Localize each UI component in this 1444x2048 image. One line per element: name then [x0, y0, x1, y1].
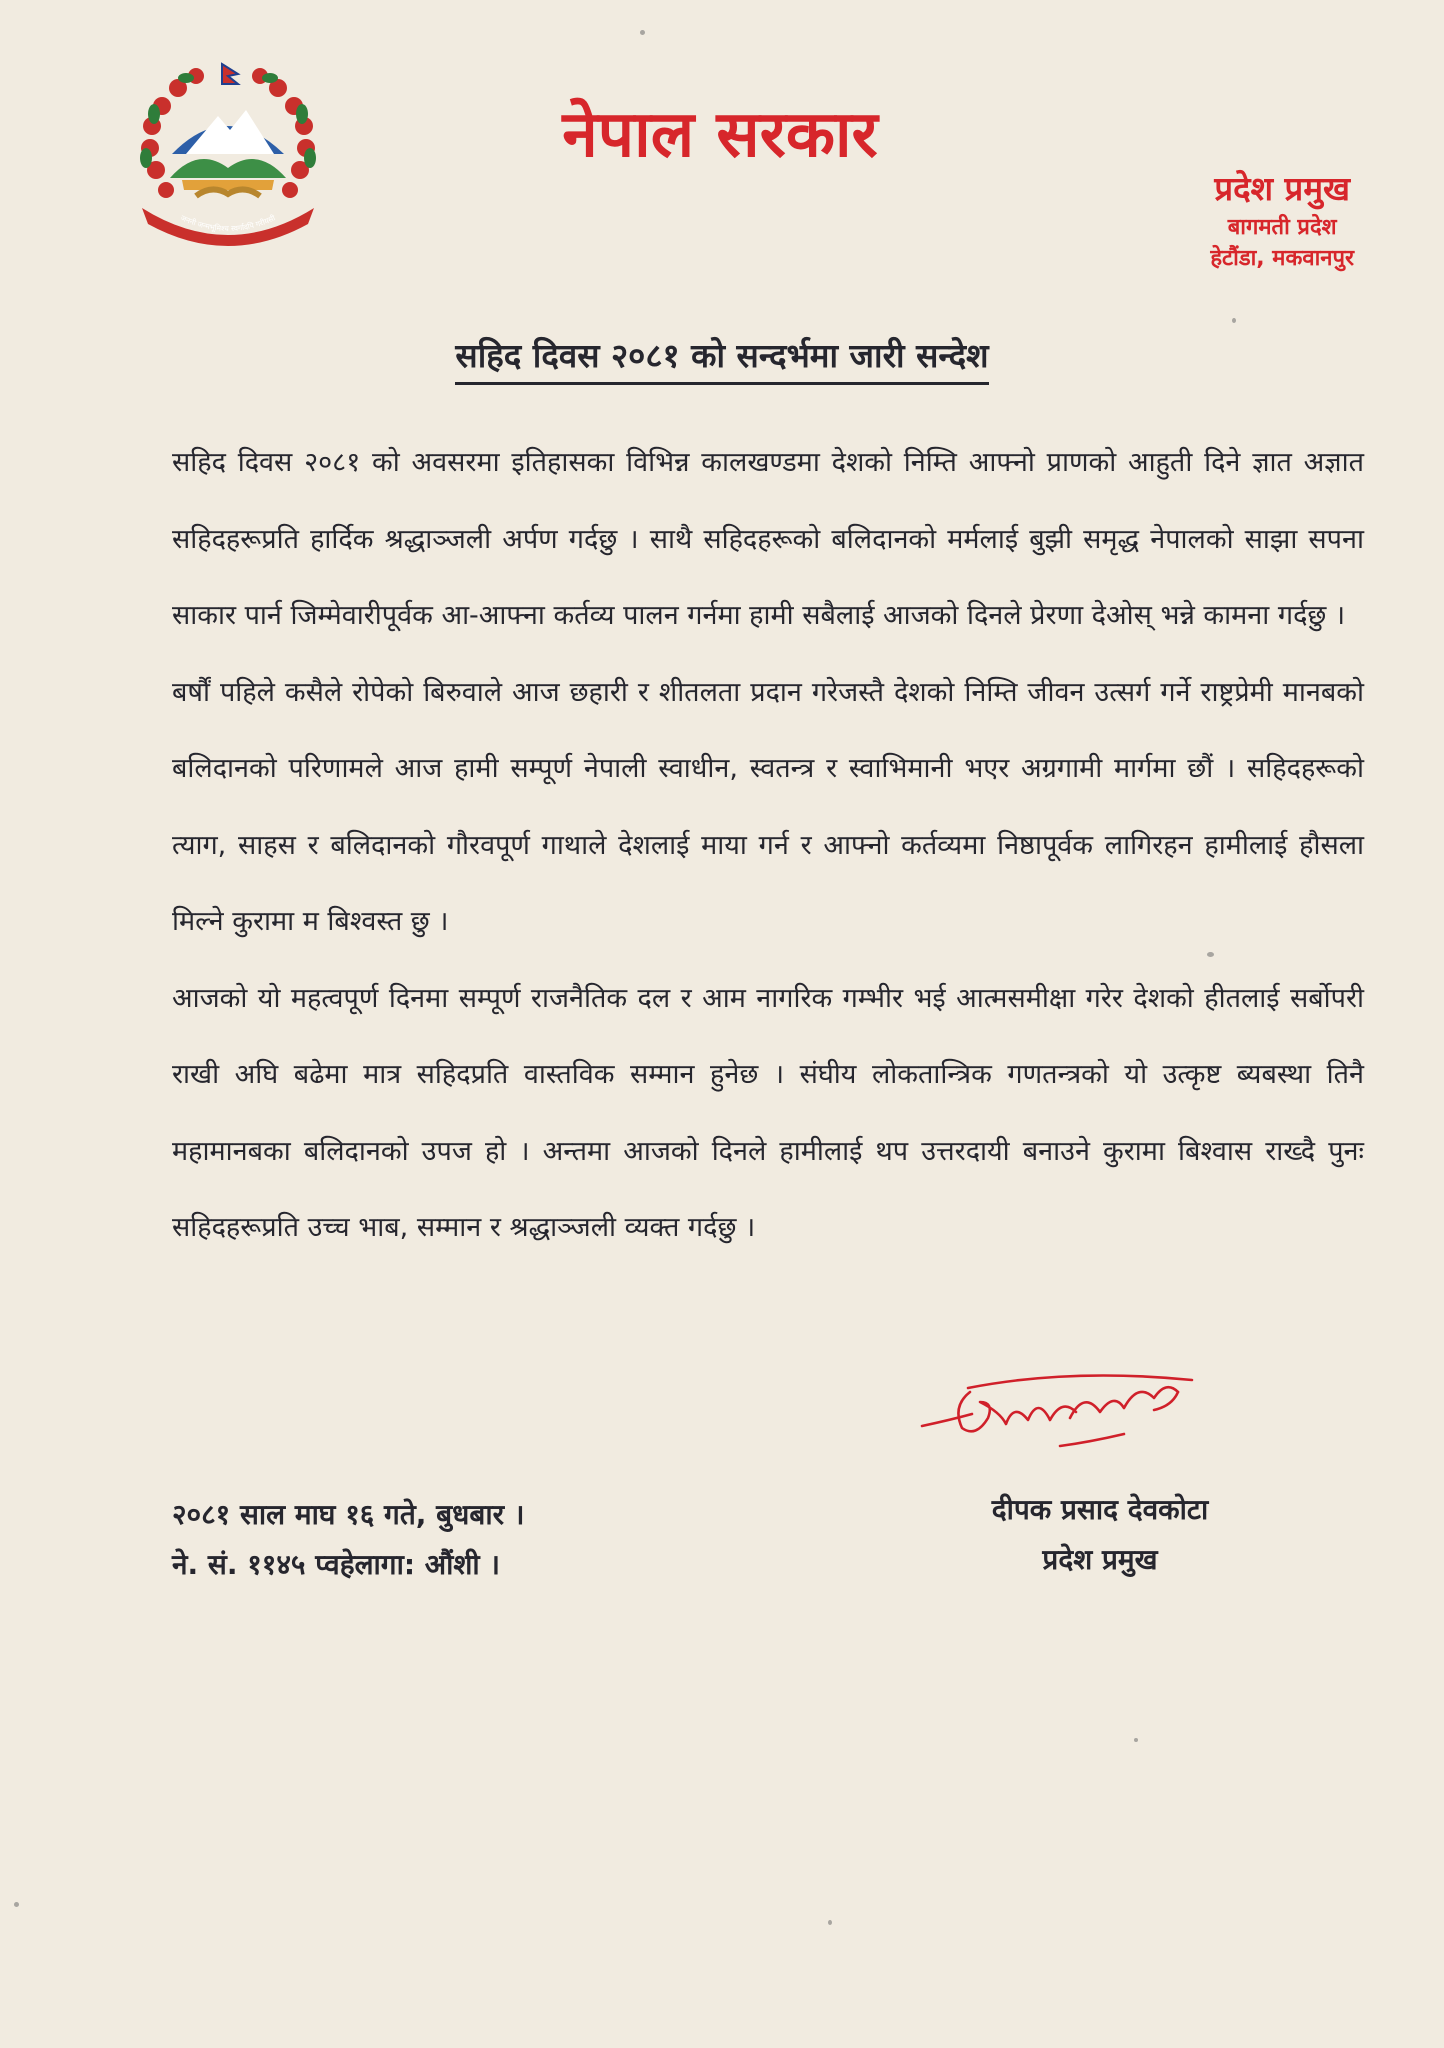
signatory-title: प्रदेश प्रमुख [1042, 1543, 1158, 1576]
date-block [172, 1490, 524, 1590]
date-bikram-sambat: २०८१ साल माघ १६ गते, बुधबार । [172, 1498, 525, 1531]
government-title: नेपाल सरकार [562, 98, 878, 172]
subject-text: सहिद दिवस २०८१ को सन्दर्भमा जारी सन्देश [455, 336, 988, 385]
svg-text:जननी जन्मभूमिश्च स्वर्गादपि गर: जननी जन्मभूमिश्च स्वर्गादपि गरीयसी [179, 213, 277, 234]
body-paragraph: सहिद दिवस २०८१ को अवसरमा इतिहासका विभिन्न कालखण्डमा देशको निम्ति आफ्नो प्राणको आहुती दिने ज्ञात अज्ञात सहिदहरूप्रति हार्दिक श्रद्धाञ्जली अर्पण गर्दछु । साथै सहिदहरूको बलिदानको मर्मलाई बुझी समृद्ध नेपालको साझा सपना साकार पार्न जिम्मेवारीपूर्वक आ-आफ्ना कर्तव्य पालन गर्नमा हामी सबैलाई आजको दिनले प्रेरणा देओस् भन्ने कामना गर्दछु । [172, 447, 1364, 631]
body-paragraph: बर्षौं पहिले कसैले रोपेको बिरुवाले आज छहारी र शीतलता प्रदान गरेजस्तै देशको निम्ति जीवन उत्सर्ग गर्ने राष्ट्रप्रेमी मानबको बलिदानको परिणामले आज हामी सम्पूर्ण नेपाली स्वाधीन, स्वतन्त्र र स्वाभिमानी भएर अग्रगामी मार्गमा छौं । सहिदहरूको त्याग, साहस र बलिदानको गौरवपूर्ण गाथाले देशलाई माया गर्न र आफ्नो कर्तव्यमा निष्ठापूर्वक लागिरहन हामीलाई हौसला मिल्ने कुरामा म बिश्वस्त छु । [172, 676, 1364, 937]
date-nepal-sambat: ने. सं. ११४५ प्वहेलागा: औंशी । [172, 1548, 501, 1581]
office-location: हेटौंडा, मकवानपुर [1210, 245, 1354, 271]
message-body [172, 425, 1364, 1267]
office-province: बागमती प्रदेश [1227, 214, 1337, 240]
paper-speck [1232, 318, 1236, 323]
handwritten-signature-icon [910, 1362, 1230, 1472]
signatory-name: दीपक प्रसाद देवकोटा [991, 1493, 1209, 1526]
signatory-block [920, 1485, 1280, 1585]
subject-heading [0, 336, 1444, 385]
office-title: प्रदेश प्रमुख [1214, 169, 1351, 208]
paper-speck [640, 30, 645, 35]
paper-speck [14, 1902, 19, 1907]
body-paragraph: आजको यो महत्वपूर्ण दिनमा सम्पूर्ण राजनैतिक दल र आम नागरिक गम्भीर भई आत्मसमीक्षा गरेर देशको हीतलाई सर्बोपरी राखी अघि बढेमा मात्र सहिदप्रति वास्तविक सम्मान हुनेछ । संघीय लोकतान्त्रिक गणतन्त्रको यो उत्कृष्ट ब्यबस्था तिनै महामानबका बलिदानको उपज हो । अन्तमा आजको दिनले हामीलाई थप उत्तरदायी बनाउने कुरामा बिश्वास राख्दै पुनः सहिदहरूप्रति उच्च भाब, सम्मान र श्रद्धाञ्जली व्यक्त गर्दछु । [172, 982, 1364, 1243]
nepal-coat-of-arms-icon [126, 58, 330, 246]
office-block [1210, 168, 1354, 275]
paper-speck [828, 1920, 832, 1925]
paper-speck [1134, 1738, 1138, 1742]
